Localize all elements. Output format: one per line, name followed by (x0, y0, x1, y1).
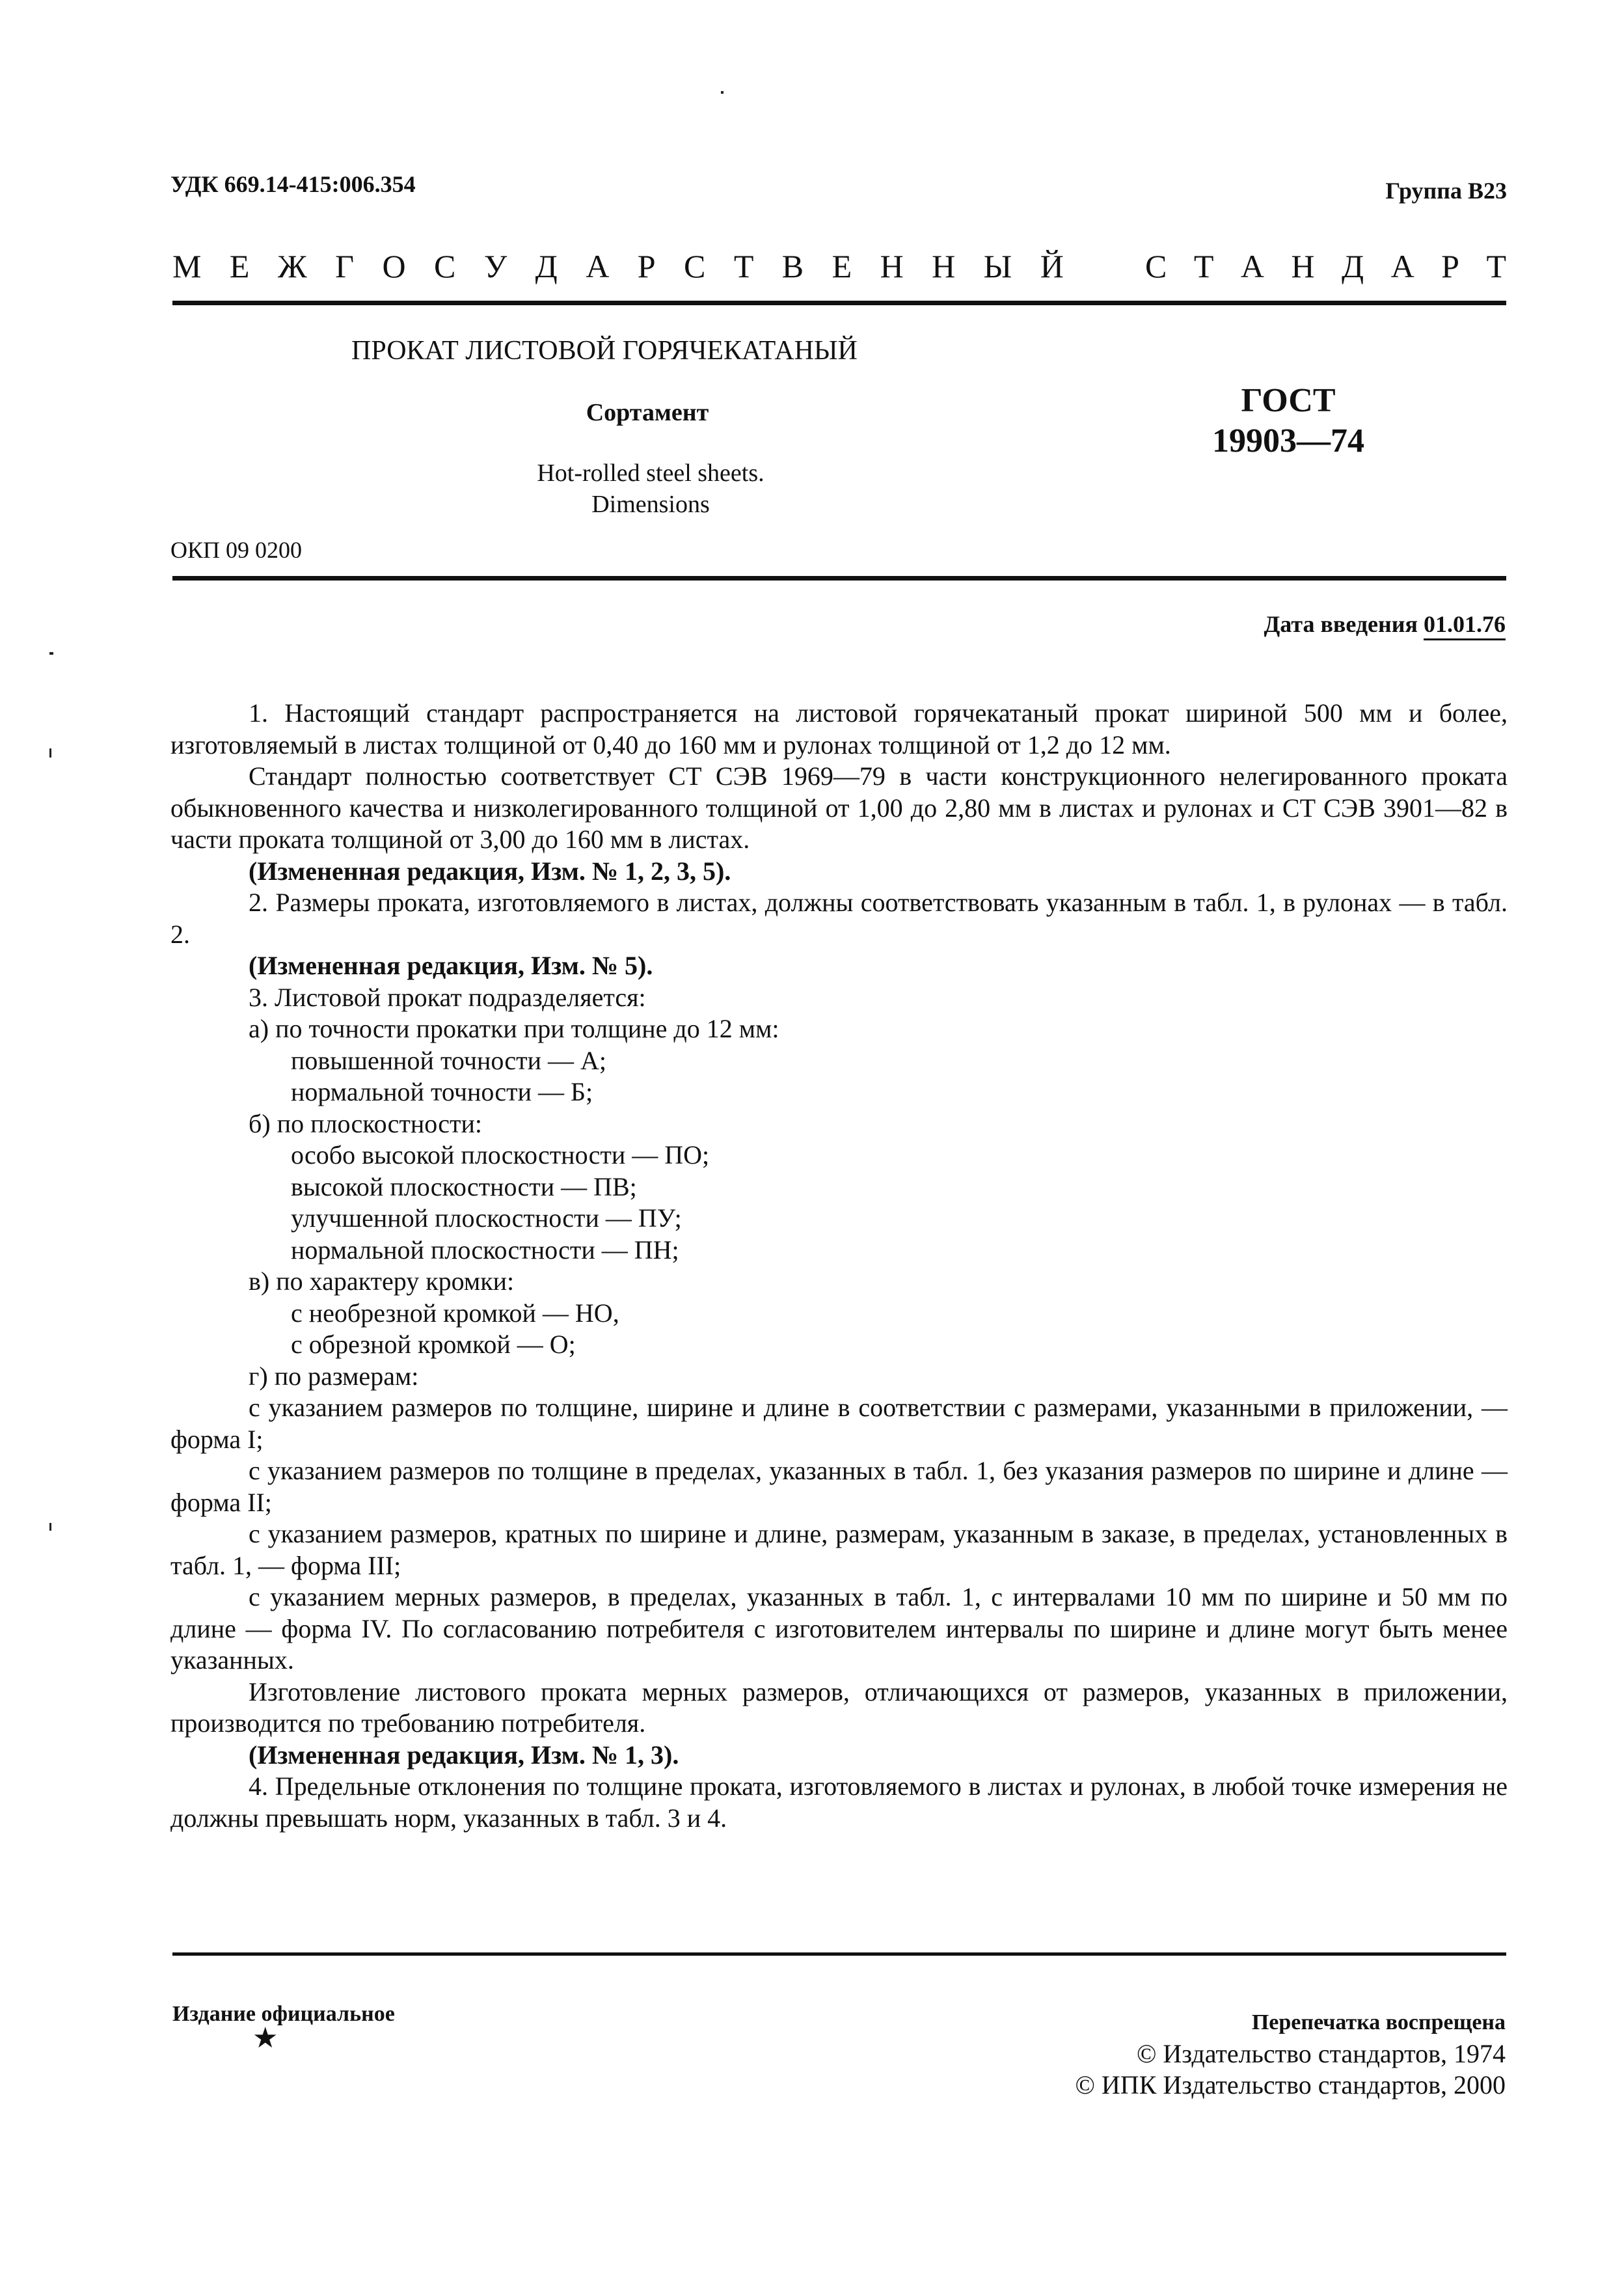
clause-3: 3. Листовой прокат подразделяется: (249, 982, 646, 1012)
clause-3g-form-1: с указанием размеров по толщине, ширине и длине в соответствии с размерами, указанными в приложении, — форма I; (170, 1393, 1508, 1454)
revision-note-1: (Измененная редакция, Изм. № 1, 2, 3, 5). (249, 856, 731, 886)
scan-speck (49, 748, 51, 758)
interstate-standard-banner (172, 247, 1506, 285)
okp-code: ОКП 09 0200 (170, 537, 303, 563)
document-body (170, 698, 1508, 1834)
reprint-prohibited: Перепечатка воспрещена (1251, 2010, 1506, 2034)
clause-3b-item-4: нормальной плоскостности — ПН; (291, 1235, 679, 1265)
clause-3b-item-1: особо высокой плоскостности — ПО; (291, 1140, 710, 1170)
clause-3-custom-sizes: Изготовление листового проката мерных размеров, отличающихся от размеров, указанных в приложении, производится по требованию потребителя. (170, 1676, 1508, 1738)
clause-2: 2. Размеры проката, изготовляемого в листах, должны соответствовать указанным в табл. 1, в рулонах — в табл. 2. (170, 888, 1508, 949)
gost-label: ГОСТ (1241, 382, 1336, 419)
english-title-line2: Dimensions (591, 491, 710, 518)
document-subtitle: Сортамент (586, 399, 709, 426)
header-divider (172, 301, 1506, 305)
clause-3a: а) по точности прокатки при толщине до 12 мм: (249, 1014, 779, 1043)
introduction-date-label: Дата введения (1264, 611, 1418, 637)
scan-speck (49, 1523, 51, 1531)
revision-note-3: (Измененная редакция, Изм. № 1, 3). (249, 1740, 679, 1770)
clause-3v-item-1: с необрезной кромкой — НО, (291, 1298, 619, 1328)
official-edition: Издание официальное (172, 2002, 395, 2026)
clause-3b-item-2: высокой плоскостности — ПВ; (291, 1171, 637, 1201)
udk-code: УДК 669.14-415:006.354 (170, 171, 416, 197)
clause-3g: г) по размерам: (249, 1361, 419, 1391)
english-title-line1: Hot-rolled steel sheets. (537, 459, 765, 487)
group-code: Группа В23 (1385, 178, 1507, 204)
clause-3v-item-2: с обрезной кромкой — О; (291, 1330, 576, 1359)
copyright-2000: © ИПК Издательство стандартов, 2000 (1075, 2070, 1506, 2100)
clause-3a-item-1: повышенной точности — А; (291, 1045, 607, 1075)
document-title: ПРОКАТ ЛИСТОВОЙ ГОРЯЧЕКАТАНЫЙ (351, 336, 858, 366)
clause-1-compliance: Стандарт полностью соответствует СТ СЭВ 1969—79 в части конструкционного нелегированного проката обыкновенного качества и низколегированного толщиной от 1,00 до 2,80 мм в листах и рулонах и СТ СЭВ 3901—82 в части проката толщиной от 3,00 до 160 мм в листах. (170, 761, 1508, 854)
english-title (455, 458, 846, 520)
clause-1: 1. Настоящий стандарт распространяется на листовой горячекатаный прокат шириной 500 мм и более, изготовляемый в листах толщиной от 0,40 до 160 мм и рулонах толщиной от 1,2 до 12 мм. (170, 698, 1508, 759)
clause-3g-form-3: с указанием размеров, кратных по ширине и длине, размерам, указанным в заказе, в пределах, установленных в табл. 1, — форма III; (170, 1519, 1508, 1580)
clause-3v: в) по характеру кромки: (249, 1266, 515, 1296)
banner-word-interstate: М Е Ж Г О С У Д А Р С Т В Е Н Н Ы Й (172, 248, 1064, 284)
footer-divider (172, 1952, 1506, 1956)
star-icon: ★ (252, 2022, 278, 2054)
copyright-block (1076, 2007, 1506, 2101)
clause-3b: б) по плоскостности: (249, 1108, 482, 1138)
gost-number: 19903—74 (1212, 422, 1364, 459)
scan-speck (721, 91, 724, 94)
scan-speck (49, 652, 53, 655)
clause-3g-form-4: с указанием мерных размеров, в пределах, указанных в табл. 1, с интервалами 10 мм по ширине и 50 мм по длине — форма IV. По согласованию потребителя с изготовителем интервалы по ширине и длине могут быть менее указанных. (170, 1582, 1508, 1675)
introduction-date (1264, 610, 1506, 638)
title-block-divider (172, 576, 1506, 581)
banner-word-standard: С Т А Н Д А Р Т (1145, 248, 1506, 284)
copyright-1974: © Издательство стандартов, 1974 (1136, 2039, 1506, 2068)
clause-3g-form-2: с указанием размеров по толщине в пределах, указанных в табл. 1, без указания размеров по ширине и длине — форма II; (170, 1456, 1508, 1517)
revision-note-2: (Измененная редакция, Изм. № 5). (249, 951, 653, 980)
clause-3a-item-2: нормальной точности — Б; (291, 1077, 593, 1106)
clause-4: 4. Предельные отклонения по толщине проката, изготовляемого в листах и рулонах, в любой точке измерения не должны превышать норм, указанных в табл. 3 и 4. (170, 1772, 1508, 1833)
gost-designation (1191, 381, 1386, 461)
introduction-date-value: 01.01.76 (1424, 611, 1506, 637)
clause-3b-item-3: улучшенной плоскостности — ПУ; (291, 1203, 682, 1233)
